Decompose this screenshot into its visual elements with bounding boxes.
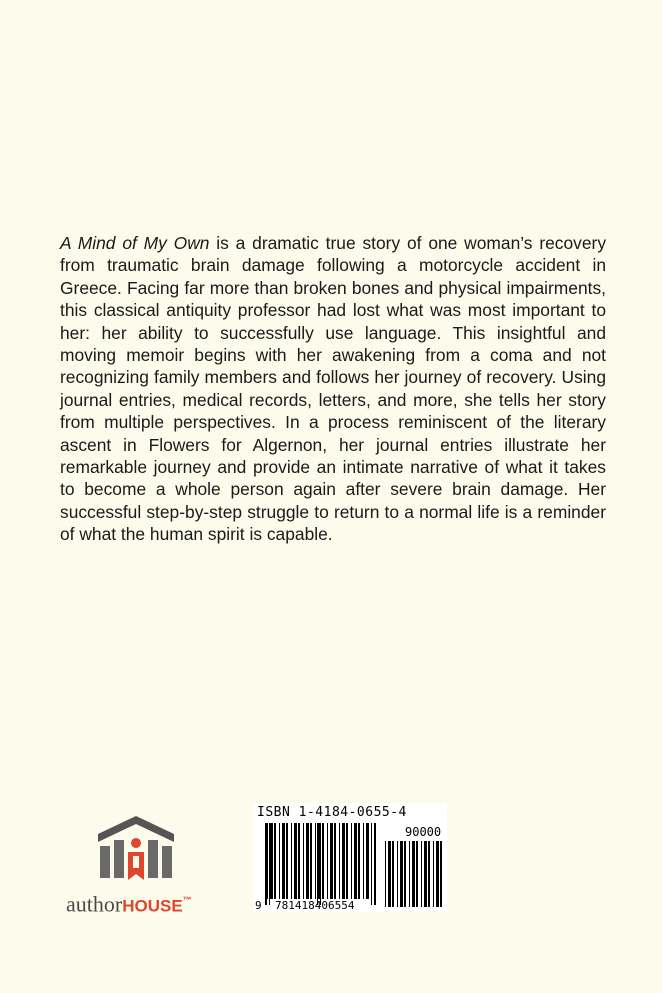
barcode-bar — [315, 823, 316, 899]
barcode-bar — [358, 823, 360, 899]
barcode-bar — [366, 823, 369, 899]
barcode-bar — [279, 823, 280, 899]
barcode-bar — [412, 841, 415, 907]
barcode-bar — [342, 823, 345, 899]
barcode-bar — [303, 823, 304, 899]
barcode-bar — [385, 841, 386, 907]
isbn-label: ISBN 1-4184-0655-4 — [257, 805, 407, 820]
barcode-bar — [436, 841, 439, 907]
barcode-bar — [440, 841, 442, 907]
barcode-bar — [421, 841, 422, 907]
barcode-bar — [400, 841, 403, 907]
barcode-bar — [363, 823, 364, 899]
barcode-bar — [339, 823, 340, 899]
barcode-bar — [433, 841, 434, 907]
isbn-barcode — [253, 803, 447, 912]
barcode-guard-bar — [371, 823, 372, 905]
barcode-bar — [330, 823, 333, 899]
price-code: 90000 — [405, 825, 442, 839]
barcode-guard-bar — [317, 823, 318, 905]
barcode-bar — [409, 841, 410, 907]
ean-first-digit: 9 — [255, 899, 262, 912]
barcode-guard-bar — [265, 823, 267, 905]
barcode-bar — [282, 823, 285, 899]
barcode-bar — [274, 823, 276, 899]
barcode-bar — [286, 823, 288, 899]
barcode-bar — [298, 823, 300, 899]
barcode-guard-bar — [269, 823, 270, 905]
barcode-bar — [334, 823, 336, 899]
barcode-bar — [388, 841, 391, 907]
barcode-bar — [346, 823, 348, 899]
barcode-bar — [294, 823, 297, 899]
barcode-guard-bar — [374, 823, 376, 905]
barcode-bar — [392, 841, 394, 907]
barcode-bar — [270, 823, 273, 899]
house-icon — [94, 814, 178, 884]
barcode-guard-bar — [320, 823, 321, 905]
barcode-bar — [310, 823, 312, 899]
blurb-text: is a dramatic true story of one woman’s recovery from traumatic brain damage following a motorcycle accident in Greece. Facing far more than broken bones and physical impairments, this classical antiquity professor had lost what was most important to her: her ability to successfully use language. This insightful and moving memoir begins with her awakening from a coma and not recognizing family members and follows her journey of recovery. Using journal entries, medical records, letters, and more, she tells her story from multiple perspectives. In a process reminiscent of the literary ascent in Flowers for Algernon, her journal entries illustrate her remarkable journey and provide an intimate narrative of what it takes to become a whole person again after severe brain damage. Her successful step-by-step struggle to return to a normal life is a reminder of what the human spirit is capable. — [60, 233, 607, 545]
barcode-bar — [404, 841, 406, 907]
publisher-logo — [66, 814, 216, 917]
barcode-bar — [327, 823, 328, 899]
barcode-bar — [428, 841, 430, 907]
publisher-wordmark: authorHOUSE™ — [66, 891, 192, 917]
barcode-bar — [267, 823, 268, 899]
barcode-bar — [397, 841, 398, 907]
barcode-bar — [354, 823, 357, 899]
barcode-bar — [416, 841, 418, 907]
back-cover-blurb — [60, 232, 606, 546]
book-title: A Mind of My Own — [60, 233, 210, 253]
ean-digits: 781418406554 — [275, 899, 355, 912]
barcode-bar — [306, 823, 309, 899]
barcode-bar — [322, 823, 324, 899]
barcode-bar — [291, 823, 292, 899]
barcode-bar — [424, 841, 427, 907]
barcode-bar — [351, 823, 352, 899]
